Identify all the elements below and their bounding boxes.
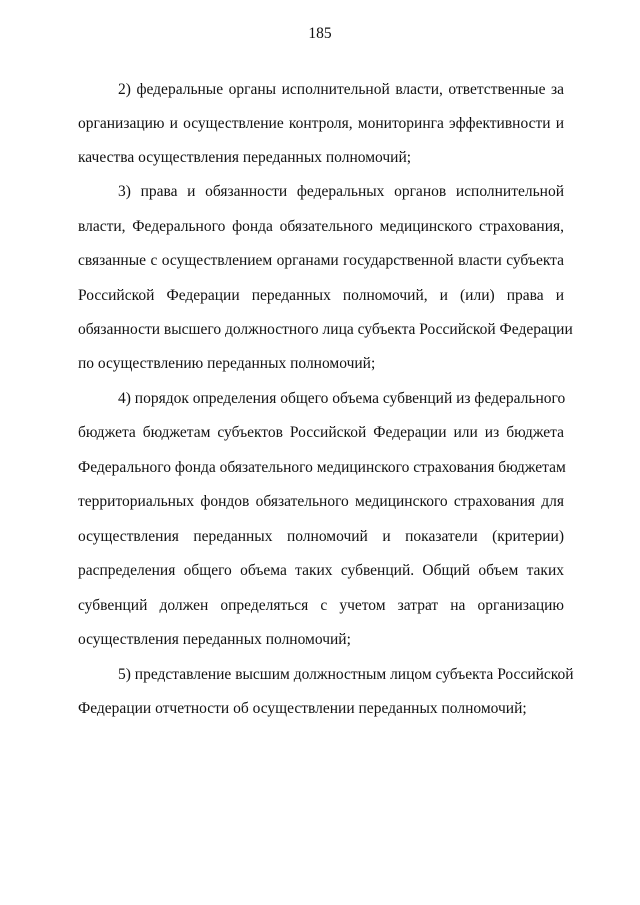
item-3-line-2: власти, Федерального фонда обязательного медицинского страхования, — [78, 218, 564, 235]
page-number: 185 — [308, 25, 332, 42]
item-2-line-3: качества осуществления переданных полномочий; — [78, 149, 412, 166]
item-3-line-1: 3) права и обязанности федеральных органов исполнительной — [118, 183, 564, 200]
item-5-line-2: Федерации отчетности об осуществлении переданных полномочий; — [78, 700, 527, 717]
item-4-line-8: осуществления переданных полномочий; — [78, 631, 351, 648]
item-4-line-5: осуществления переданных полномочий и показатели (критерии) — [78, 528, 564, 545]
item-4-line-1: 4) порядок определения общего объема субвенций из федерального — [118, 390, 566, 407]
item-3-line-6: по осуществлению переданных полномочий; — [78, 355, 376, 372]
item-3-line-4: Российской Федерации переданных полномочий, и (или) права и — [78, 287, 564, 304]
item-4-line-7: субвенций должен определяться с учетом затрат на организацию — [78, 597, 564, 614]
item-4-line-6: распределения общего объема таких субвенций. Общий объем таких — [78, 562, 564, 579]
item-2-line-1: 2) федеральные органы исполнительной власти, ответственные за — [118, 81, 564, 98]
item-5-line-1: 5) представление высшим должностным лицом субъекта Российской — [118, 666, 574, 683]
item-4-line-3: Федерального фонда обязательного медицинского страхования бюджетам — [78, 459, 566, 476]
item-3-line-3: связанные с осуществлением органами государственной власти субъекта — [78, 252, 564, 269]
item-4-line-4: территориальных фондов обязательного медицинского страхования для — [78, 493, 564, 510]
item-2-line-2: организацию и осуществление контроля, мониторинга эффективности и — [78, 115, 564, 132]
item-4-line-2: бюджета бюджетам субъектов Российской Федерации или из бюджета — [78, 424, 564, 441]
item-3-line-5: обязанности высшего должностного лица субъекта Российской Федерации — [78, 321, 573, 338]
